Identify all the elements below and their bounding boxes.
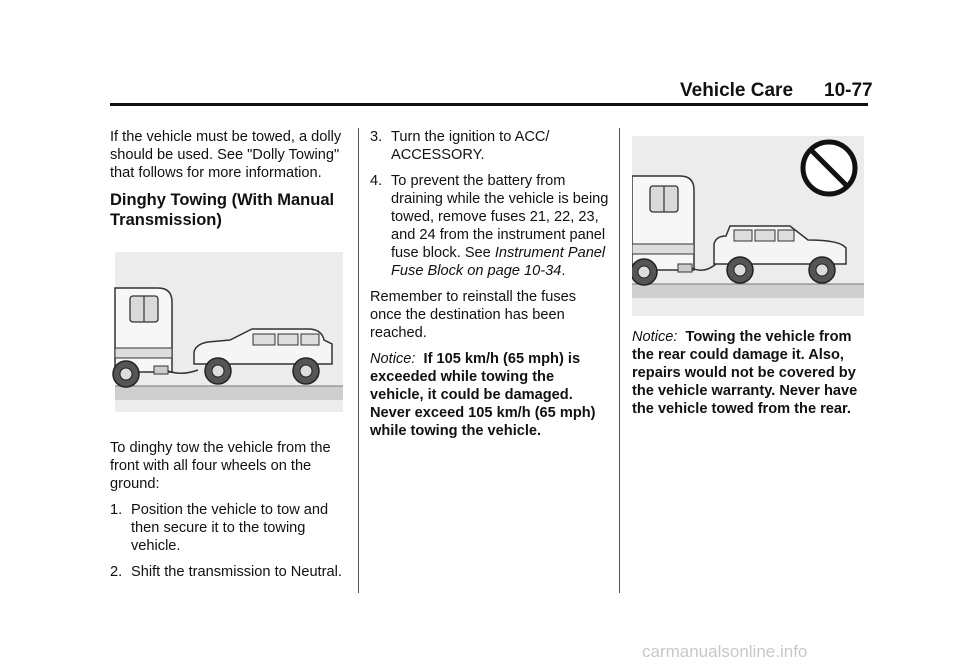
- procedure-intro: To dinghy tow the vehicle from the front with all four wheels on the ground:: [110, 440, 331, 492]
- column-2: [370, 128, 610, 448]
- header-rule: [110, 103, 868, 106]
- rear-towing-prohibited-illustration: [632, 136, 864, 316]
- column-divider: [619, 128, 620, 593]
- notice-label: Notice:: [370, 351, 416, 367]
- steps-list: [370, 128, 610, 280]
- notice-paragraph: Notice: Towing the vehicle from the rear could damage it. Also, repairs would not be covered by the vehicle warranty. Never have the vehicle towed from the rear.: [632, 329, 858, 417]
- column-divider: [358, 128, 359, 593]
- list-item: 1. Position the vehicle to tow and then secure it to the towing vehicle.: [110, 502, 329, 554]
- dinghy-towing-illustration: [110, 236, 350, 431]
- page-number: 10-77: [824, 80, 873, 101]
- list-item: 3. Turn the ignition to ACC/ ACCESSORY.: [370, 129, 550, 163]
- notice-paragraph: Notice: If 105 km/h (65 mph) is exceeded while towing the vehicle, it could be damaged. Never exceed 105 km/h (65 mph) while towing the vehicle.: [370, 351, 596, 439]
- section-heading: Dinghy Towing (With Manual Transmission): [110, 191, 335, 229]
- intro-paragraph: If the vehicle must be towed, a dolly should be used. See "Dolly Towing" that follows for more information.: [110, 129, 342, 181]
- column-1: [110, 128, 350, 589]
- cross-reference-link[interactable]: Instrument Panel Fuse Block on page 10-34: [391, 245, 606, 279]
- watermark: carmanualsonline.info: [642, 642, 808, 661]
- list-item: 2. Shift the transmission to Neutral.: [110, 564, 342, 580]
- notice-label: Notice:: [632, 329, 678, 345]
- column-3: [632, 128, 872, 426]
- section-title: Vehicle Care: [680, 80, 794, 101]
- list-item: 4. To prevent the battery from draining while the vehicle is being towed, remove fuses 21, 22, 23, and 24 from the instrument panel fuse block. See Instrument Panel Fuse Block on page 10-34.: [370, 173, 609, 279]
- reminder-paragraph: Remember to reinstall the fuses once the destination has been reached.: [370, 289, 577, 341]
- steps-list: [110, 501, 350, 581]
